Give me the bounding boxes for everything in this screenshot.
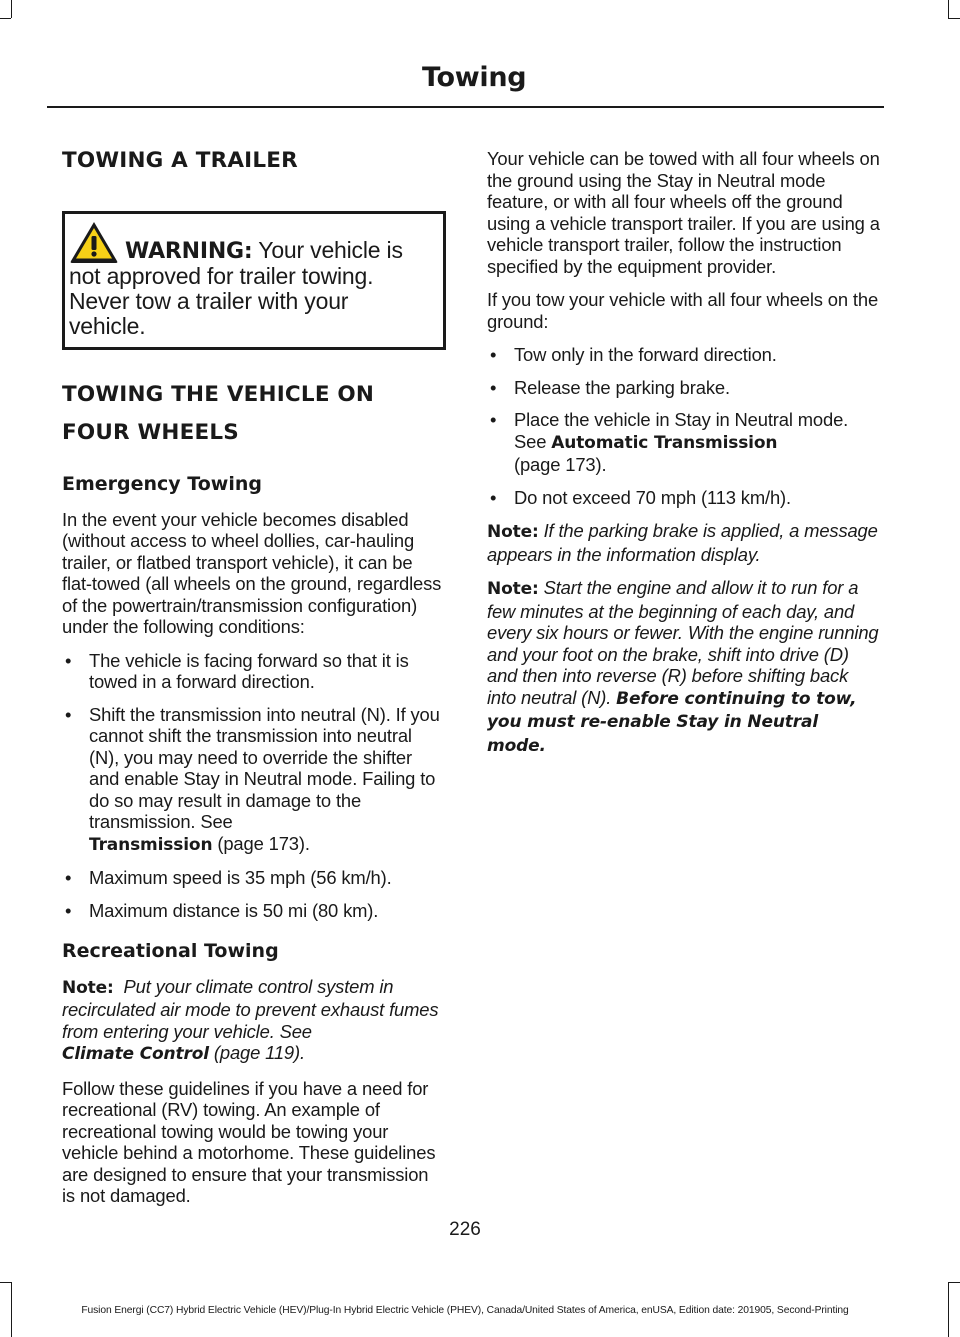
crop-mark: [948, 1282, 960, 1283]
list-item: • Place the vehicle in Stay in Neutral mode. See Automatic Transmission (page 173).: [490, 409, 849, 475]
recreational-note: Note: Put your climate control system in recirculated air mode to prevent exhaust fumes from entering your vehicle. See Climate Control (page 119).: [62, 975, 439, 1065]
crop-mark: [948, 1282, 949, 1337]
warning-label: WARNING:: [125, 239, 253, 265]
right-column: [487, 148, 880, 757]
link-climate-control[interactable]: Climate Control: [62, 1044, 209, 1065]
page-header-title: Towing: [422, 62, 527, 93]
list-item: • Tow only in the forward direction.: [490, 344, 777, 365]
heading-towing-trailer: TOWING A TRAILER: [62, 148, 298, 173]
heading-emergency-towing: Emergency Towing: [62, 473, 262, 496]
recreational-para: Follow these guidelines if you have a need for recreational (RV) towing. An example of recreational towing would be towing your vehicle behind a motorhome. These guidelines are designed to ensure that your transmission is not damaged.: [62, 1077, 436, 1207]
four-wheel-list: [487, 344, 880, 508]
warning-first-line: [69, 220, 435, 264]
warning-text: Your vehicle is: [258, 237, 403, 264]
link-automatic-transmission[interactable]: Automatic Transmission: [551, 432, 778, 453]
list-item: • Release the parking brake.: [490, 376, 730, 398]
warning-text-line: not approved for trailer towing.: [69, 263, 374, 290]
right-note-2: Note: Start the engine and allow it to run for a few minutes at the beginning of each day, and every six hours or fewer. With the engine running and your foot on the brake, shift into drive (D) and then into reverse (R) before shifting back into neutral (N). Before continuing to tow, you must re-enable Stay in Neutral mode.: [487, 577, 879, 756]
right-note-1: Note: If the parking brake is applied, a message appears in the information display.: [487, 520, 878, 565]
heading-line: FOUR WHEELS: [62, 420, 239, 446]
header-divider: [47, 106, 884, 108]
emergency-intro: In the event your vehicle becomes disabled (without access to wheel dollies, car-hauling trailer, or flatbed transport vehicle), it can be flat-towed (all wheels on the ground, regardless of the powertrain/transmission configuration) under the following conditions:: [62, 508, 442, 638]
warning-box: [62, 211, 446, 350]
warning-text-line: Never tow a trailer with your: [69, 288, 349, 315]
right-para-2: If you tow your vehicle with all four wheels on the ground:: [487, 289, 879, 332]
crop-mark: [11, 0, 12, 18]
emergency-conditions-list: [62, 650, 446, 922]
list-item: • Maximum distance is 50 mi (80 km).: [65, 899, 379, 921]
warning-text-line: vehicle.: [69, 313, 146, 340]
list-item: • Do not exceed 70 mph (113 km/h).: [490, 486, 791, 508]
list-item: • Maximum speed is 35 mph (56 km/h).: [65, 867, 392, 889]
page-number: 226: [449, 1219, 481, 1240]
crop-mark: [0, 18, 11, 19]
left-column: [62, 140, 446, 1207]
list-item: • The vehicle is facing forward so that it is towed in a forward direction.: [65, 649, 409, 693]
heading-four-wheels: [62, 376, 446, 452]
crop-mark: [0, 1282, 11, 1283]
warning-triangle-icon: [69, 220, 119, 264]
heading-line: TOWING THE VEHICLE ON: [62, 382, 375, 408]
footer-edition-info: Fusion Energi (CC7) Hybrid Electric Vehicle (HEV)/Plug-In Hybrid Electric Vehicle (PHEV), Canada/United States of America, enUSA, Edition date: 201905, Second-Printing: [81, 1305, 849, 1316]
crop-mark: [948, 18, 960, 19]
heading-recreational-towing: Recreational Towing: [62, 940, 279, 963]
right-para-1: Your vehicle can be towed with all four wheels on the ground using the Stay in Neutral mode feature, or with all four wheels off the ground using a vehicle transport trailer. If you are using a vehicle transport trailer, follow the instruction specified by the equipment provider.: [487, 148, 880, 277]
list-item: • Shift the transmission into neutral (N). If you cannot shift the transmission into neutral (N), you may need to override the shifter and enable Stay in Neutral mode. Failing to do so may result in damage to the transmission. See Transmission (page 173).: [65, 703, 440, 855]
crop-mark: [948, 0, 949, 18]
link-transmission[interactable]: Transmission: [89, 834, 213, 855]
